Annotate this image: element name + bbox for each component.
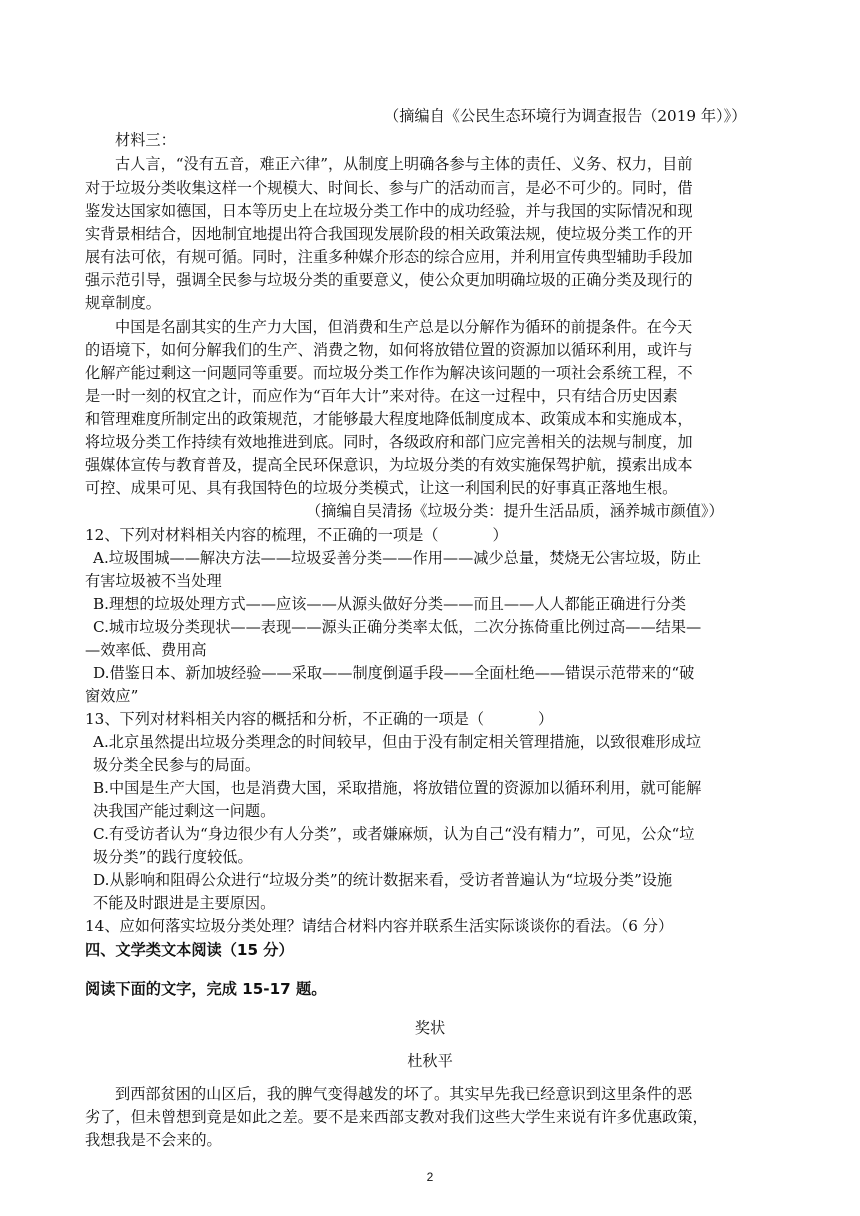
text-line: 化解产能过剩这一问题同等重要。而垃圾分类工作作为解决该问题的一项社会系统工程，不 — [85, 364, 693, 382]
option-d: D.借鉴日本、新加坡经验——采取——制度倒逼手段——全面杜绝——错误示范带来的“破 — [93, 664, 695, 682]
story-author: 杜秋平 — [407, 1052, 453, 1070]
text-line: 实背景相结合，因地制宜地提出符合我国现发展阶段的相关政策法规，使垃圾分类工作的开 — [85, 225, 693, 243]
reading-instruction: 阅读下面的文字，完成 15-17 题。 — [85, 980, 327, 998]
text-line: 是一时一刻的权宜之计，而应作为“百年大计”来对待。在这一过程中，只有结合历史因素 — [85, 387, 678, 405]
question-14: 14、应如何落实垃圾分类处理？请结合材料内容并联系生活实际谈谈你的看法。（6 分） — [85, 917, 674, 935]
text-line: 可控、成果可见、具有我国特色的垃圾分类模式，让这一利国利民的好事真正落地生根。 — [85, 479, 678, 497]
question-stem-close: ） — [538, 710, 554, 728]
option-b-cont: 决我国产能过剩这一问题。 — [93, 802, 276, 820]
text-line: 强媒体宣传与教育普及，提高全民环保意识，为垃圾分类的有效实施保驾护航，摸索出成本 — [85, 456, 693, 474]
text-line: 将垃圾分类工作持续有效地推进到底。同时，各级政府和部门应完善相关的法规与制度，加 — [85, 433, 693, 451]
material-3-label: 材料三： — [115, 131, 176, 149]
text-line: 到西部贫困的山区后，我的脾气变得越发的坏了。其实早先我已经意识到这里条件的恶 — [115, 1085, 693, 1103]
section-heading: 四、文学类文本阅读（15 分） — [85, 941, 294, 959]
option-d-cont: 不能及时跟进是主要原因。 — [93, 894, 276, 912]
option-a-cont: 圾分类全民参与的局面。 — [93, 756, 261, 774]
question-stem — [85, 525, 508, 545]
option-c: C.城市垃圾分类现状——表现——源头正确分类率太低，二次分拣倚重比例过高——结果— — [93, 618, 702, 636]
option-c-cont: —效率低、费用高 — [85, 641, 207, 659]
question-stem-close: ） — [492, 526, 508, 544]
text-line: 鉴发达国家如德国，日本等历史上在垃圾分类工作中的成功经验，并与我国的实际情况和现 — [85, 202, 693, 220]
text-line: 古人言，“没有五音，难正六律”，从制度上明确各参与主体的责任、义务、权力，目前 — [115, 155, 693, 173]
source-citation-2: （摘编自吴清扬《垃圾分类：提升生活品质，涵养城市颜值》） — [306, 502, 724, 520]
text-line: 规章制度。 — [85, 294, 161, 312]
text-line: 对于垃圾分类收集这样一个规模大、时间长、参与广的活动而言，是必不可少的。同时，借 — [85, 179, 693, 197]
text-line: 中国是名副其实的生产力大国，但消费和生产总是以分解作为循环的前提条件。在今天 — [115, 318, 693, 336]
option-c-cont: 圾分类”的践行度较低。 — [93, 848, 253, 866]
source-citation-1: （摘编自《公民生态环境行为调查报告（2019 年）》） — [384, 107, 747, 125]
option-a: A.垃圾围城——解决方法——垃圾妥善分类——作用——减少总量，焚烧无公害垃圾，防止 — [93, 549, 702, 567]
option-d: D.从影响和阻碍公众进行“垃圾分类”的统计数据来看，受访者普遍认为“垃圾分类”设施 — [93, 871, 673, 889]
option-c: C.有受访者认为“身边很少有人分类”，或者嫌麻烦，认为自己“没有精力”，可见，公众“垃 — [93, 825, 695, 843]
text-line: 我想我是不会来的。 — [85, 1131, 222, 1149]
story-title: 奖状 — [414, 1019, 446, 1037]
text-line: 强示范引导，强调全民参与垃圾分类的重要意义，使公众更加明确垃圾的正确分类及现行的 — [85, 271, 693, 289]
text-line: 劣了，但未曾想到竟是如此之差。要不是来西部支教对我们这些大学生来说有许多优惠政策， — [85, 1108, 708, 1126]
text-line: 展有法可依，有规可循。同时，注重多种媒介形态的综合应用，并利用宣传典型辅助手段加 — [85, 248, 693, 266]
option-a-cont: 有害垃圾被不当处理 — [85, 572, 222, 590]
question-stem — [85, 709, 553, 729]
option-b: B.中国是生产大国，也是消费大国，采取措施，将放错位置的资源加以循环利用，就可能解 — [93, 779, 702, 797]
question-stem-text: 12、下列对材料相关内容的梳理，不正确的一项是（ — [85, 526, 439, 544]
option-d-cont: 窗效应” — [85, 687, 139, 705]
page-number: 2 — [426, 1170, 434, 1184]
option-a: A.北京虽然提出垃圾分类理念的时间较早，但由于没有制定相关管理措施，以致很难形成垃 — [93, 733, 702, 751]
text-line: 的语境下，如何分解我们的生产、消费之物，如何将放错位置的资源加以循环利用，或许与 — [85, 341, 693, 359]
option-b: B.理想的垃圾处理方式——应该——从源头做好分类——而且——人人都能正确进行分类 — [93, 595, 687, 613]
text-line: 和管理难度所制定出的政策规范，才能够最大程度地降低制度成本、政策成本和实施成本， — [85, 410, 693, 428]
question-stem-text: 13、下列对材料相关内容的概括和分析，不正确的一项是（ — [85, 710, 485, 728]
